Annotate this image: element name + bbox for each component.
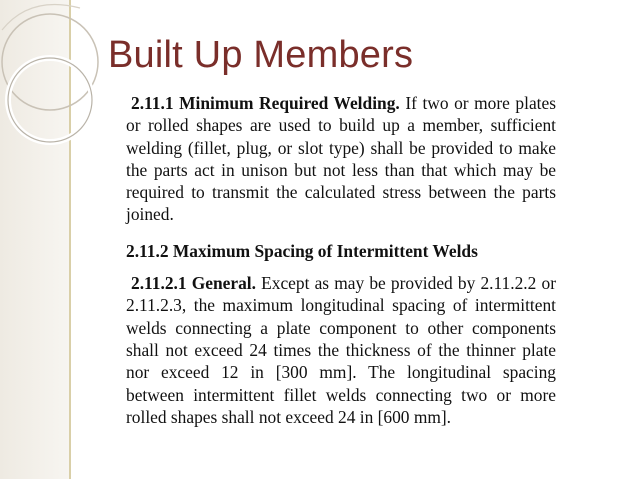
section-heading: Minimum Required Welding.: [179, 93, 400, 113]
section-2-11-2-heading: 2.11.2 Maximum Spacing of Intermittent Welds: [126, 240, 478, 261]
section-number: 2.11.1: [131, 93, 174, 113]
subsection-body: Except as may be provided by 2.11.2.2 or 2.11.2.3, the maximum longitudinal spacing of intermittent welds connecting a plate component to other components shall not exceed 24 times the thickness of the thinner plate nor exceed 12 in [300 mm]. The longitudinal spacing between intermittent fillet welds connecting two or more rolled shapes shall not exceed 24 in [600 mm].: [126, 273, 556, 427]
paragraph-2-11-1: [126, 92, 556, 226]
document-excerpt: [126, 92, 556, 428]
slide-title: Built Up Members: [108, 34, 414, 76]
section-body: If two or more plates or rolled shapes are used to build up a member, sufficient welding (fillet, plug, or slot type) shall be provided to make the parts act in unison but not less than that which may be required to transmit the calculated stress between the parts joined.: [126, 93, 556, 225]
decorative-rings-graphic: [0, 0, 140, 160]
decor-ring-outer: [2, 14, 98, 110]
subsection-heading: General.: [191, 273, 256, 294]
paragraph-2-11-2-1: [126, 272, 556, 428]
subsection-number: 2.11.2.1: [131, 273, 187, 294]
